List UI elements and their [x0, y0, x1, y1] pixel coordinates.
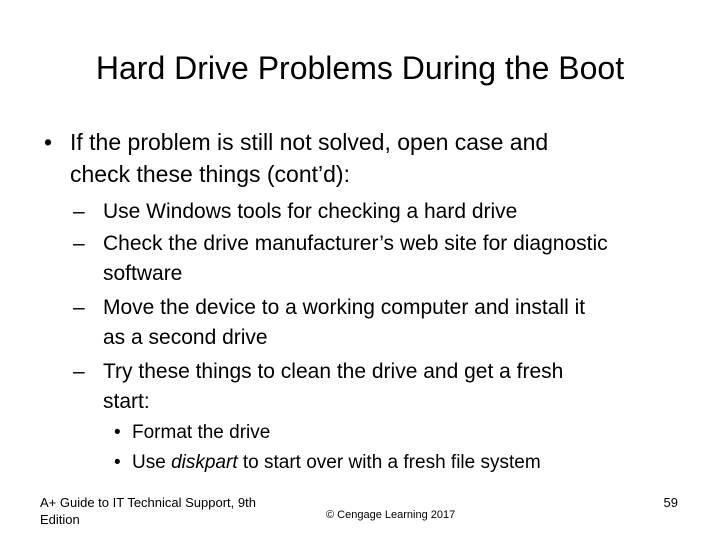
sub-bullet-item: [73, 197, 693, 227]
dash-marker: –: [73, 200, 85, 223]
footer-book-title: [40, 494, 300, 528]
sub-sub-bullet-text: Format the drive: [132, 422, 271, 443]
bullet-marker: •: [44, 129, 53, 155]
dash-marker: –: [73, 232, 85, 255]
footer-book-title-line: Edition: [40, 512, 80, 527]
dash-marker: –: [73, 296, 85, 319]
bullet-item: [44, 126, 680, 190]
sub-bullet-text-line: Use Windows tools for checking a hard drive: [103, 200, 518, 223]
sub-sub-bullet-text-post: to start over with a fresh file system: [237, 452, 541, 473]
sub-bullet-text-line: Try these things to clean the drive and get a fresh: [103, 360, 564, 383]
bullet-marker: •: [114, 422, 121, 443]
footer-book-title-line: A+ Guide to IT Technical Support, 9th: [40, 495, 256, 510]
slide-title: Hard Drive Problems During the Boot: [95, 50, 625, 86]
sub-bullet-text-line: software: [103, 262, 183, 285]
footer-copyright: © Cengage Learning 2017: [326, 509, 456, 521]
bullet-text-line: If the problem is still not solved, open case and: [70, 129, 549, 155]
sub-sub-bullet-item: [114, 418, 692, 448]
sub-bullet-text-line: Check the drive manufacturer’s web site for diagnostic: [103, 232, 608, 255]
sub-bullet-item: [73, 229, 693, 289]
sub-bullet-text-line: Move the device to a working computer and install it: [103, 296, 586, 319]
dash-marker: –: [73, 360, 85, 383]
sub-sub-bullet-item: [114, 448, 692, 478]
bullet-text-line: check these things (cont’d):: [70, 161, 350, 187]
sub-bullet-text-line: start:: [103, 390, 150, 413]
sub-sub-bullet-text-pre: Use: [132, 452, 172, 473]
sub-bullet-item: [73, 293, 693, 353]
sub-bullet-item: [73, 357, 693, 417]
sub-bullet-text-line: as a second drive: [103, 326, 268, 349]
diskpart-term: diskpart: [171, 452, 238, 473]
page-number: 59: [663, 495, 678, 510]
bullet-marker: •: [114, 452, 121, 473]
